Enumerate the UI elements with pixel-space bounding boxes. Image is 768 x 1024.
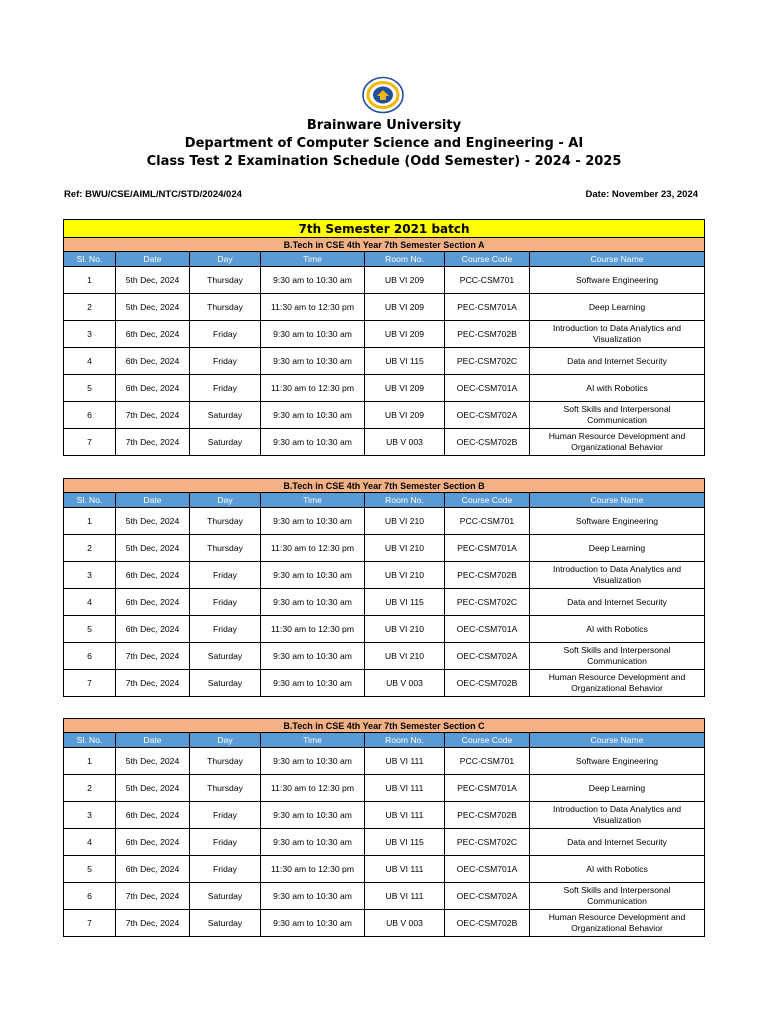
- course-code-cell: PCC-CSM701: [445, 267, 530, 294]
- time-cell: 9:30 am to 10:30 am: [261, 589, 365, 616]
- course-name-cell: Software Engineering: [530, 748, 705, 775]
- table-row: [64, 748, 705, 775]
- column-header-row: [64, 733, 705, 748]
- serial-cell: 7: [64, 910, 116, 937]
- section-title: B.Tech in CSE 4th Year 7th Semester Section C: [64, 719, 705, 733]
- date-cell: 5th Dec, 2024: [116, 775, 190, 802]
- date-cell: 7th Dec, 2024: [116, 910, 190, 937]
- course-name-cell: Data and Internet Security: [530, 829, 705, 856]
- col-header-serial: Sl. No.: [64, 493, 116, 508]
- day-cell: Thursday: [190, 294, 261, 321]
- time-cell: 9:30 am to 10:30 am: [261, 348, 365, 375]
- room-cell: UB VI 209: [365, 402, 445, 429]
- room-cell: UB V 003: [365, 429, 445, 456]
- serial-cell: 1: [64, 748, 116, 775]
- time-cell: 9:30 am to 10:30 am: [261, 829, 365, 856]
- batch-title-row: [64, 220, 705, 238]
- reference-number: Ref: BWU/CSE/AIML/NTC/STD/2024/024: [64, 189, 242, 200]
- table-row: [64, 321, 705, 348]
- course-name-cell: Soft Skills and Interpersonal Communication: [530, 643, 705, 670]
- room-cell: UB VI 209: [365, 375, 445, 402]
- serial-cell: 2: [64, 775, 116, 802]
- section-title-row: [64, 719, 705, 733]
- day-cell: Friday: [190, 802, 261, 829]
- time-cell: 11:30 am to 12:30 pm: [261, 616, 365, 643]
- date-cell: 6th Dec, 2024: [116, 856, 190, 883]
- table-row: [64, 802, 705, 829]
- room-cell: UB VI 115: [365, 348, 445, 375]
- serial-cell: 6: [64, 883, 116, 910]
- room-cell: UB VI 210: [365, 562, 445, 589]
- course-name-cell: Introduction to Data Analytics and Visualization: [530, 562, 705, 589]
- serial-cell: 3: [64, 562, 116, 589]
- course-code-cell: OEC-CSM701A: [445, 616, 530, 643]
- course-name-cell: Introduction to Data Analytics and Visualization: [530, 321, 705, 348]
- course-code-cell: PEC-CSM701A: [445, 535, 530, 562]
- course-code-cell: OEC-CSM701A: [445, 375, 530, 402]
- day-cell: Friday: [190, 829, 261, 856]
- date-cell: 5th Dec, 2024: [116, 535, 190, 562]
- day-cell: Friday: [190, 348, 261, 375]
- table-row: [64, 643, 705, 670]
- batch-title: 7th Semester 2021 batch: [64, 220, 705, 238]
- course-name-cell: AI with Robotics: [530, 375, 705, 402]
- course-name-cell: AI with Robotics: [530, 856, 705, 883]
- serial-cell: 5: [64, 616, 116, 643]
- course-code-cell: PEC-CSM701A: [445, 294, 530, 321]
- room-cell: UB VI 210: [365, 508, 445, 535]
- reference-line: [64, 189, 704, 203]
- room-cell: UB VI 111: [365, 883, 445, 910]
- table-row: [64, 348, 705, 375]
- table-row: [64, 562, 705, 589]
- table-row: [64, 616, 705, 643]
- table-row: [64, 429, 705, 456]
- col-header-date: Date: [116, 493, 190, 508]
- schedule-title: Class Test 2 Examination Schedule (Odd Semester) - 2024 - 2025: [146, 154, 622, 169]
- serial-cell: 3: [64, 321, 116, 348]
- date-cell: 5th Dec, 2024: [116, 294, 190, 321]
- day-cell: Saturday: [190, 643, 261, 670]
- time-cell: 9:30 am to 10:30 am: [261, 562, 365, 589]
- university-seal-icon: [358, 76, 408, 114]
- col-header-date: Date: [116, 733, 190, 748]
- date-cell: 7th Dec, 2024: [116, 670, 190, 697]
- room-cell: UB VI 209: [365, 294, 445, 321]
- serial-cell: 4: [64, 829, 116, 856]
- section-title: B.Tech in CSE 4th Year 7th Semester Section A: [64, 238, 705, 252]
- col-header-serial: Sl. No.: [64, 733, 116, 748]
- course-name-cell: Human Resource Development and Organizational Behavior: [530, 429, 705, 456]
- col-header-course-code: Course Code: [445, 493, 530, 508]
- room-cell: UB VI 111: [365, 775, 445, 802]
- table-row: [64, 829, 705, 856]
- serial-cell: 2: [64, 294, 116, 321]
- day-cell: Saturday: [190, 402, 261, 429]
- date-cell: 7th Dec, 2024: [116, 883, 190, 910]
- room-cell: UB VI 115: [365, 589, 445, 616]
- col-header-day: Day: [190, 493, 261, 508]
- date-cell: 6th Dec, 2024: [116, 348, 190, 375]
- time-cell: 11:30 am to 12:30 pm: [261, 375, 365, 402]
- section-title: B.Tech in CSE 4th Year 7th Semester Section B: [64, 479, 705, 493]
- table-row: [64, 508, 705, 535]
- day-cell: Friday: [190, 375, 261, 402]
- serial-cell: 6: [64, 643, 116, 670]
- day-cell: Saturday: [190, 910, 261, 937]
- time-cell: 9:30 am to 10:30 am: [261, 748, 365, 775]
- course-code-cell: OEC-CSM702B: [445, 429, 530, 456]
- day-cell: Friday: [190, 321, 261, 348]
- course-name-cell: Deep Learning: [530, 535, 705, 562]
- col-header-course-name: Course Name: [530, 252, 705, 267]
- room-cell: UB VI 111: [365, 802, 445, 829]
- col-header-day: Day: [190, 733, 261, 748]
- course-code-cell: OEC-CSM702A: [445, 643, 530, 670]
- time-cell: 9:30 am to 10:30 am: [261, 267, 365, 294]
- course-name-cell: Software Engineering: [530, 267, 705, 294]
- serial-cell: 7: [64, 429, 116, 456]
- date-cell: 7th Dec, 2024: [116, 402, 190, 429]
- date-cell: 7th Dec, 2024: [116, 429, 190, 456]
- table-row: [64, 267, 705, 294]
- day-cell: Saturday: [190, 429, 261, 456]
- table-row: [64, 670, 705, 697]
- room-cell: UB VI 210: [365, 616, 445, 643]
- time-cell: 9:30 am to 10:30 am: [261, 670, 365, 697]
- room-cell: UB VI 210: [365, 643, 445, 670]
- date-cell: 6th Dec, 2024: [116, 375, 190, 402]
- room-cell: UB VI 115: [365, 829, 445, 856]
- day-cell: Saturday: [190, 670, 261, 697]
- course-code-cell: PCC-CSM701: [445, 508, 530, 535]
- col-header-course-code: Course Code: [445, 733, 530, 748]
- serial-cell: 5: [64, 856, 116, 883]
- time-cell: 11:30 am to 12:30 pm: [261, 535, 365, 562]
- col-header-room: Room No.: [365, 493, 445, 508]
- col-header-room: Room No.: [365, 733, 445, 748]
- course-code-cell: PCC-CSM701: [445, 748, 530, 775]
- col-header-room: Room No.: [365, 252, 445, 267]
- issue-date: Date: November 23, 2024: [585, 189, 698, 200]
- course-code-cell: PEC-CSM702C: [445, 829, 530, 856]
- col-header-date: Date: [116, 252, 190, 267]
- day-cell: Friday: [190, 589, 261, 616]
- course-name-cell: Software Engineering: [530, 508, 705, 535]
- room-cell: UB VI 209: [365, 267, 445, 294]
- section-title-row: [64, 238, 705, 252]
- course-code-cell: OEC-CSM702A: [445, 883, 530, 910]
- room-cell: UB VI 210: [365, 535, 445, 562]
- document-header: [0, 117, 768, 171]
- serial-cell: 5: [64, 375, 116, 402]
- room-cell: UB V 003: [365, 910, 445, 937]
- course-name-cell: Soft Skills and Interpersonal Communication: [530, 402, 705, 429]
- course-name-cell: Human Resource Development and Organizational Behavior: [530, 910, 705, 937]
- time-cell: 9:30 am to 10:30 am: [261, 883, 365, 910]
- time-cell: 9:30 am to 10:30 am: [261, 402, 365, 429]
- col-header-time: Time: [261, 493, 365, 508]
- date-cell: 5th Dec, 2024: [116, 267, 190, 294]
- day-cell: Thursday: [190, 775, 261, 802]
- col-header-day: Day: [190, 252, 261, 267]
- time-cell: 9:30 am to 10:30 am: [261, 321, 365, 348]
- col-header-time: Time: [261, 733, 365, 748]
- course-code-cell: PEC-CSM702B: [445, 321, 530, 348]
- day-cell: Thursday: [190, 535, 261, 562]
- course-name-cell: Human Resource Development and Organizational Behavior: [530, 670, 705, 697]
- course-code-cell: PEC-CSM702C: [445, 589, 530, 616]
- time-cell: 9:30 am to 10:30 am: [261, 508, 365, 535]
- time-cell: 9:30 am to 10:30 am: [261, 429, 365, 456]
- table-row: [64, 883, 705, 910]
- table-row: [64, 589, 705, 616]
- col-header-course-name: Course Name: [530, 733, 705, 748]
- date-cell: 6th Dec, 2024: [116, 802, 190, 829]
- university-name: Brainware University: [306, 118, 462, 133]
- table-row: [64, 910, 705, 937]
- room-cell: UB VI 209: [365, 321, 445, 348]
- time-cell: 11:30 am to 12:30 pm: [261, 294, 365, 321]
- col-header-course-code: Course Code: [445, 252, 530, 267]
- table-row: [64, 375, 705, 402]
- table-row: [64, 402, 705, 429]
- schedule-table-section-a: [63, 219, 705, 456]
- column-header-row: [64, 493, 705, 508]
- time-cell: 9:30 am to 10:30 am: [261, 643, 365, 670]
- course-code-cell: OEC-CSM701A: [445, 856, 530, 883]
- col-header-time: Time: [261, 252, 365, 267]
- day-cell: Friday: [190, 856, 261, 883]
- table-row: [64, 856, 705, 883]
- col-header-course-name: Course Name: [530, 493, 705, 508]
- course-name-cell: Soft Skills and Interpersonal Communication: [530, 883, 705, 910]
- room-cell: UB VI 111: [365, 748, 445, 775]
- time-cell: 11:30 am to 12:30 pm: [261, 856, 365, 883]
- date-cell: 6th Dec, 2024: [116, 589, 190, 616]
- serial-cell: 2: [64, 535, 116, 562]
- course-code-cell: OEC-CSM702B: [445, 910, 530, 937]
- day-cell: Saturday: [190, 883, 261, 910]
- date-cell: 6th Dec, 2024: [116, 829, 190, 856]
- time-cell: 11:30 am to 12:30 pm: [261, 775, 365, 802]
- room-cell: UB V 003: [365, 670, 445, 697]
- course-name-cell: Data and Internet Security: [530, 589, 705, 616]
- course-name-cell: AI with Robotics: [530, 616, 705, 643]
- date-cell: 6th Dec, 2024: [116, 616, 190, 643]
- section-title-row: [64, 479, 705, 493]
- date-cell: 5th Dec, 2024: [116, 748, 190, 775]
- course-code-cell: PEC-CSM702B: [445, 802, 530, 829]
- date-cell: 6th Dec, 2024: [116, 562, 190, 589]
- course-name-cell: Introduction to Data Analytics and Visualization: [530, 802, 705, 829]
- time-cell: 9:30 am to 10:30 am: [261, 802, 365, 829]
- date-cell: 7th Dec, 2024: [116, 643, 190, 670]
- course-code-cell: PEC-CSM701A: [445, 775, 530, 802]
- table-row: [64, 294, 705, 321]
- serial-cell: 1: [64, 508, 116, 535]
- serial-cell: 4: [64, 348, 116, 375]
- time-cell: 9:30 am to 10:30 am: [261, 910, 365, 937]
- day-cell: Thursday: [190, 748, 261, 775]
- serial-cell: 1: [64, 267, 116, 294]
- date-cell: 5th Dec, 2024: [116, 508, 190, 535]
- course-name-cell: Deep Learning: [530, 294, 705, 321]
- schedule-table-section-c: [63, 718, 705, 937]
- day-cell: Friday: [190, 616, 261, 643]
- course-code-cell: PEC-CSM702B: [445, 562, 530, 589]
- table-row: [64, 775, 705, 802]
- course-code-cell: OEC-CSM702B: [445, 670, 530, 697]
- course-code-cell: OEC-CSM702A: [445, 402, 530, 429]
- course-name-cell: Data and Internet Security: [530, 348, 705, 375]
- department-name: Department of Computer Science and Engineering - AI: [184, 136, 584, 151]
- column-header-row: [64, 252, 705, 267]
- course-name-cell: Deep Learning: [530, 775, 705, 802]
- course-code-cell: PEC-CSM702C: [445, 348, 530, 375]
- table-row: [64, 535, 705, 562]
- day-cell: Thursday: [190, 508, 261, 535]
- date-cell: 6th Dec, 2024: [116, 321, 190, 348]
- serial-cell: 3: [64, 802, 116, 829]
- university-logo: [358, 76, 408, 114]
- serial-cell: 7: [64, 670, 116, 697]
- col-header-serial: Sl. No.: [64, 252, 116, 267]
- day-cell: Thursday: [190, 267, 261, 294]
- schedule-table-section-b: [63, 478, 705, 697]
- day-cell: Friday: [190, 562, 261, 589]
- serial-cell: 4: [64, 589, 116, 616]
- room-cell: UB VI 111: [365, 856, 445, 883]
- serial-cell: 6: [64, 402, 116, 429]
